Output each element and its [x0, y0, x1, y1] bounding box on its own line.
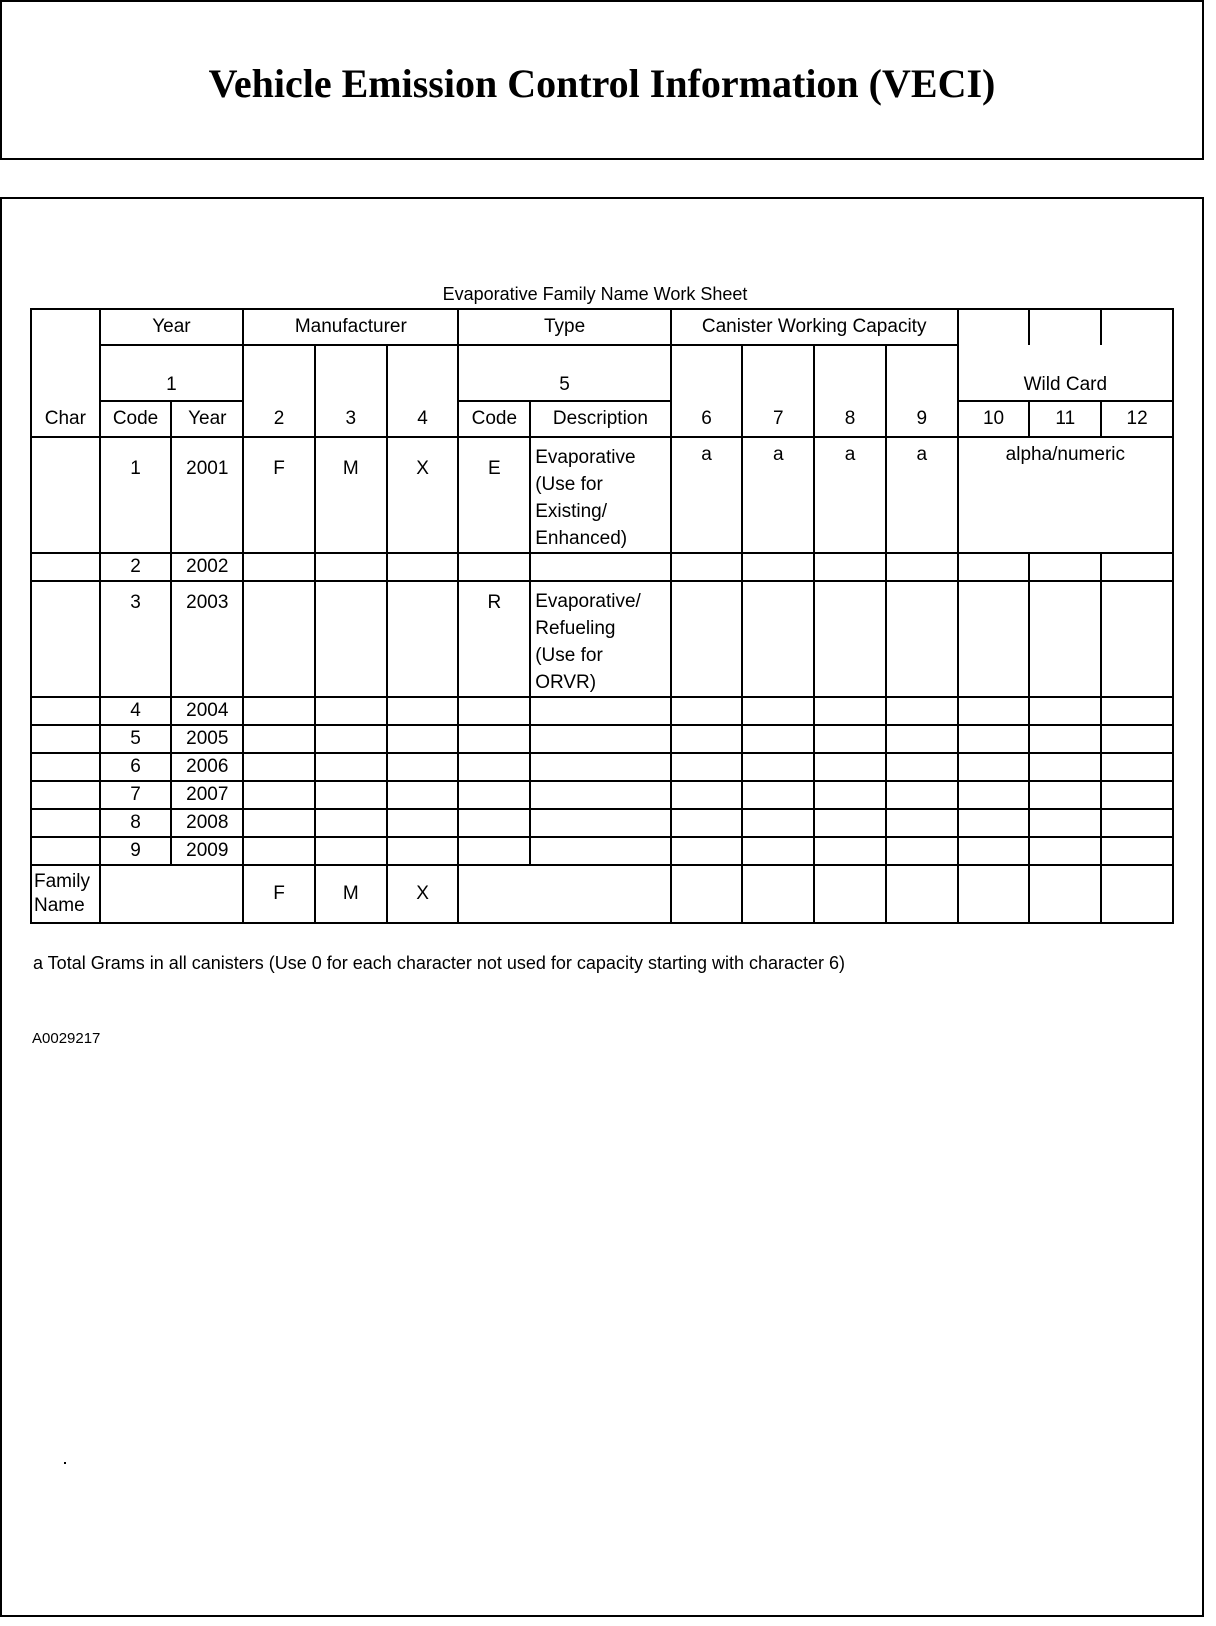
wild-card-cell [1101, 581, 1173, 697]
description-line: Refueling [535, 618, 616, 639]
char-cell [31, 809, 100, 837]
header-col-11: 11 [1029, 401, 1101, 437]
wild-card-cell [958, 553, 1030, 581]
capacity-cell [814, 581, 886, 697]
code-cell: 7 [100, 781, 172, 809]
char2-cell [243, 581, 315, 697]
type-description-cell [530, 553, 670, 581]
type-code-cell: E [458, 437, 530, 553]
stray-dot [64, 1462, 66, 1464]
code-cell: 1 [100, 437, 172, 553]
family-char4-cell: X [387, 865, 459, 923]
header-type-code: Code [458, 401, 530, 437]
year-cell: 2007 [171, 781, 243, 809]
year-cell: 2008 [171, 809, 243, 837]
char2-cell [243, 553, 315, 581]
header-group-capacity: Canister Working Capacity [671, 309, 958, 345]
family-name-row [31, 865, 1173, 923]
capacity-cell: a [814, 437, 886, 553]
family-char3-cell: M [315, 865, 387, 923]
header-row-positions [31, 345, 1173, 401]
wild-card-cell [1029, 581, 1101, 697]
worksheet-title: Evaporative Family Name Work Sheet [442, 284, 748, 304]
year-cell: 2004 [171, 697, 243, 725]
header-char: Char [31, 309, 100, 437]
header-col-9: 9 [886, 345, 958, 437]
description-line: Evaporative [535, 447, 636, 468]
header-group-type: Type [458, 309, 670, 345]
char-cell [31, 781, 100, 809]
family-wild-cell [958, 865, 1030, 923]
year-cell: 2002 [171, 553, 243, 581]
char4-cell [387, 553, 459, 581]
year-cell: 2006 [171, 753, 243, 781]
header-col-10: 10 [958, 401, 1030, 437]
header-row-columns [31, 401, 1173, 437]
char3-cell: M [315, 437, 387, 553]
table-row [31, 781, 1173, 809]
capacity-cell: a [886, 437, 958, 553]
family-capacity-cell [886, 865, 958, 923]
family-capacity-cell [742, 865, 814, 923]
char-cell [31, 725, 100, 753]
type-description-cell [530, 581, 670, 697]
header-col-12: 12 [1101, 401, 1173, 437]
family-char2-cell: F [243, 865, 315, 923]
wild-card-cell [958, 581, 1030, 697]
char-cell [31, 837, 100, 865]
description-line: ORVR) [535, 672, 597, 693]
code-cell: 6 [100, 753, 172, 781]
table-row [31, 581, 1173, 697]
table-row [31, 837, 1173, 865]
code-cell: 8 [100, 809, 172, 837]
capacity-cell [814, 553, 886, 581]
table-row [31, 553, 1173, 581]
table-row [31, 809, 1173, 837]
year-cell: 2001 [171, 437, 243, 553]
capacity-cell: a [742, 437, 814, 553]
description-line: (Use for [535, 645, 603, 666]
char-cell [31, 437, 100, 553]
description-line: Existing/ [535, 501, 608, 522]
year-cell: 2005 [171, 725, 243, 753]
wild-card-cell [1101, 553, 1173, 581]
family-year-cell [100, 865, 244, 923]
header-col-4: 4 [387, 345, 459, 437]
code-cell: 4 [100, 697, 172, 725]
char-cell [31, 581, 100, 697]
header-col-6: 6 [671, 345, 743, 437]
char3-cell [315, 553, 387, 581]
family-label-line: Name [34, 895, 85, 916]
header-col-3: 3 [315, 345, 387, 437]
table-row [31, 725, 1173, 753]
code-cell: 5 [100, 725, 172, 753]
table-row [31, 697, 1173, 725]
char-cell [31, 753, 100, 781]
code-cell: 9 [100, 837, 172, 865]
family-type-cell [458, 865, 670, 923]
header-col-8: 8 [814, 345, 886, 437]
code-cell: 3 [100, 581, 172, 697]
header-group-wild-card: Wild Card [958, 345, 1173, 401]
family-label-line: Family [34, 871, 90, 892]
capacity-cell: a [671, 437, 743, 553]
family-capacity-cell [814, 865, 886, 923]
family-wild-cell [1029, 865, 1101, 923]
document-id: A0029217 [32, 1030, 101, 1047]
header-wild-spacer [1029, 309, 1101, 345]
capacity-cell [671, 553, 743, 581]
year-cell: 2003 [171, 581, 243, 697]
char-cell [31, 697, 100, 725]
char-cell [31, 553, 100, 581]
type-description-cell [530, 437, 670, 553]
header-group-year: Year [100, 309, 244, 345]
char2-cell: F [243, 437, 315, 553]
header-position-1: 1 [100, 345, 244, 401]
char3-cell [315, 581, 387, 697]
wild-card-cell: alpha/numeric [958, 437, 1173, 553]
header-code: Code [100, 401, 172, 437]
description-line: Evaporative/ [535, 591, 641, 612]
family-capacity-cell [671, 865, 743, 923]
header-col-7: 7 [742, 345, 814, 437]
year-cell: 2009 [171, 837, 243, 865]
capacity-cell [886, 553, 958, 581]
header-col-2: 2 [243, 345, 315, 437]
type-code-cell: R [458, 581, 530, 697]
capacity-cell [742, 581, 814, 697]
title-box [0, 0, 1204, 160]
header-type-description: Description [530, 401, 670, 437]
description-line: (Use for [535, 474, 603, 495]
char4-cell: X [387, 437, 459, 553]
header-position-5: 5 [458, 345, 670, 401]
header-group-manufacturer: Manufacturer [243, 309, 458, 345]
header-wild-spacer [958, 309, 1030, 345]
family-wild-cell [1101, 865, 1173, 923]
page-title: Vehicle Emission Control Information (VECI) [208, 61, 996, 106]
wild-card-cell [1029, 553, 1101, 581]
table-row [31, 753, 1173, 781]
table-row [31, 437, 1173, 553]
description-line: Enhanced) [535, 528, 628, 549]
capacity-cell [742, 553, 814, 581]
footnote: a Total Grams in all canisters (Use 0 for each character not used for capacity starting with character 6) [33, 953, 846, 973]
char4-cell [387, 581, 459, 697]
family-name-label [31, 865, 100, 923]
header-year: Year [171, 401, 243, 437]
worksheet-table [30, 308, 1174, 924]
header-row-groups [31, 309, 1173, 345]
type-code-cell [458, 553, 530, 581]
code-cell: 2 [100, 553, 172, 581]
capacity-cell [886, 581, 958, 697]
header-wild-spacer [1101, 309, 1173, 345]
capacity-cell [671, 581, 743, 697]
